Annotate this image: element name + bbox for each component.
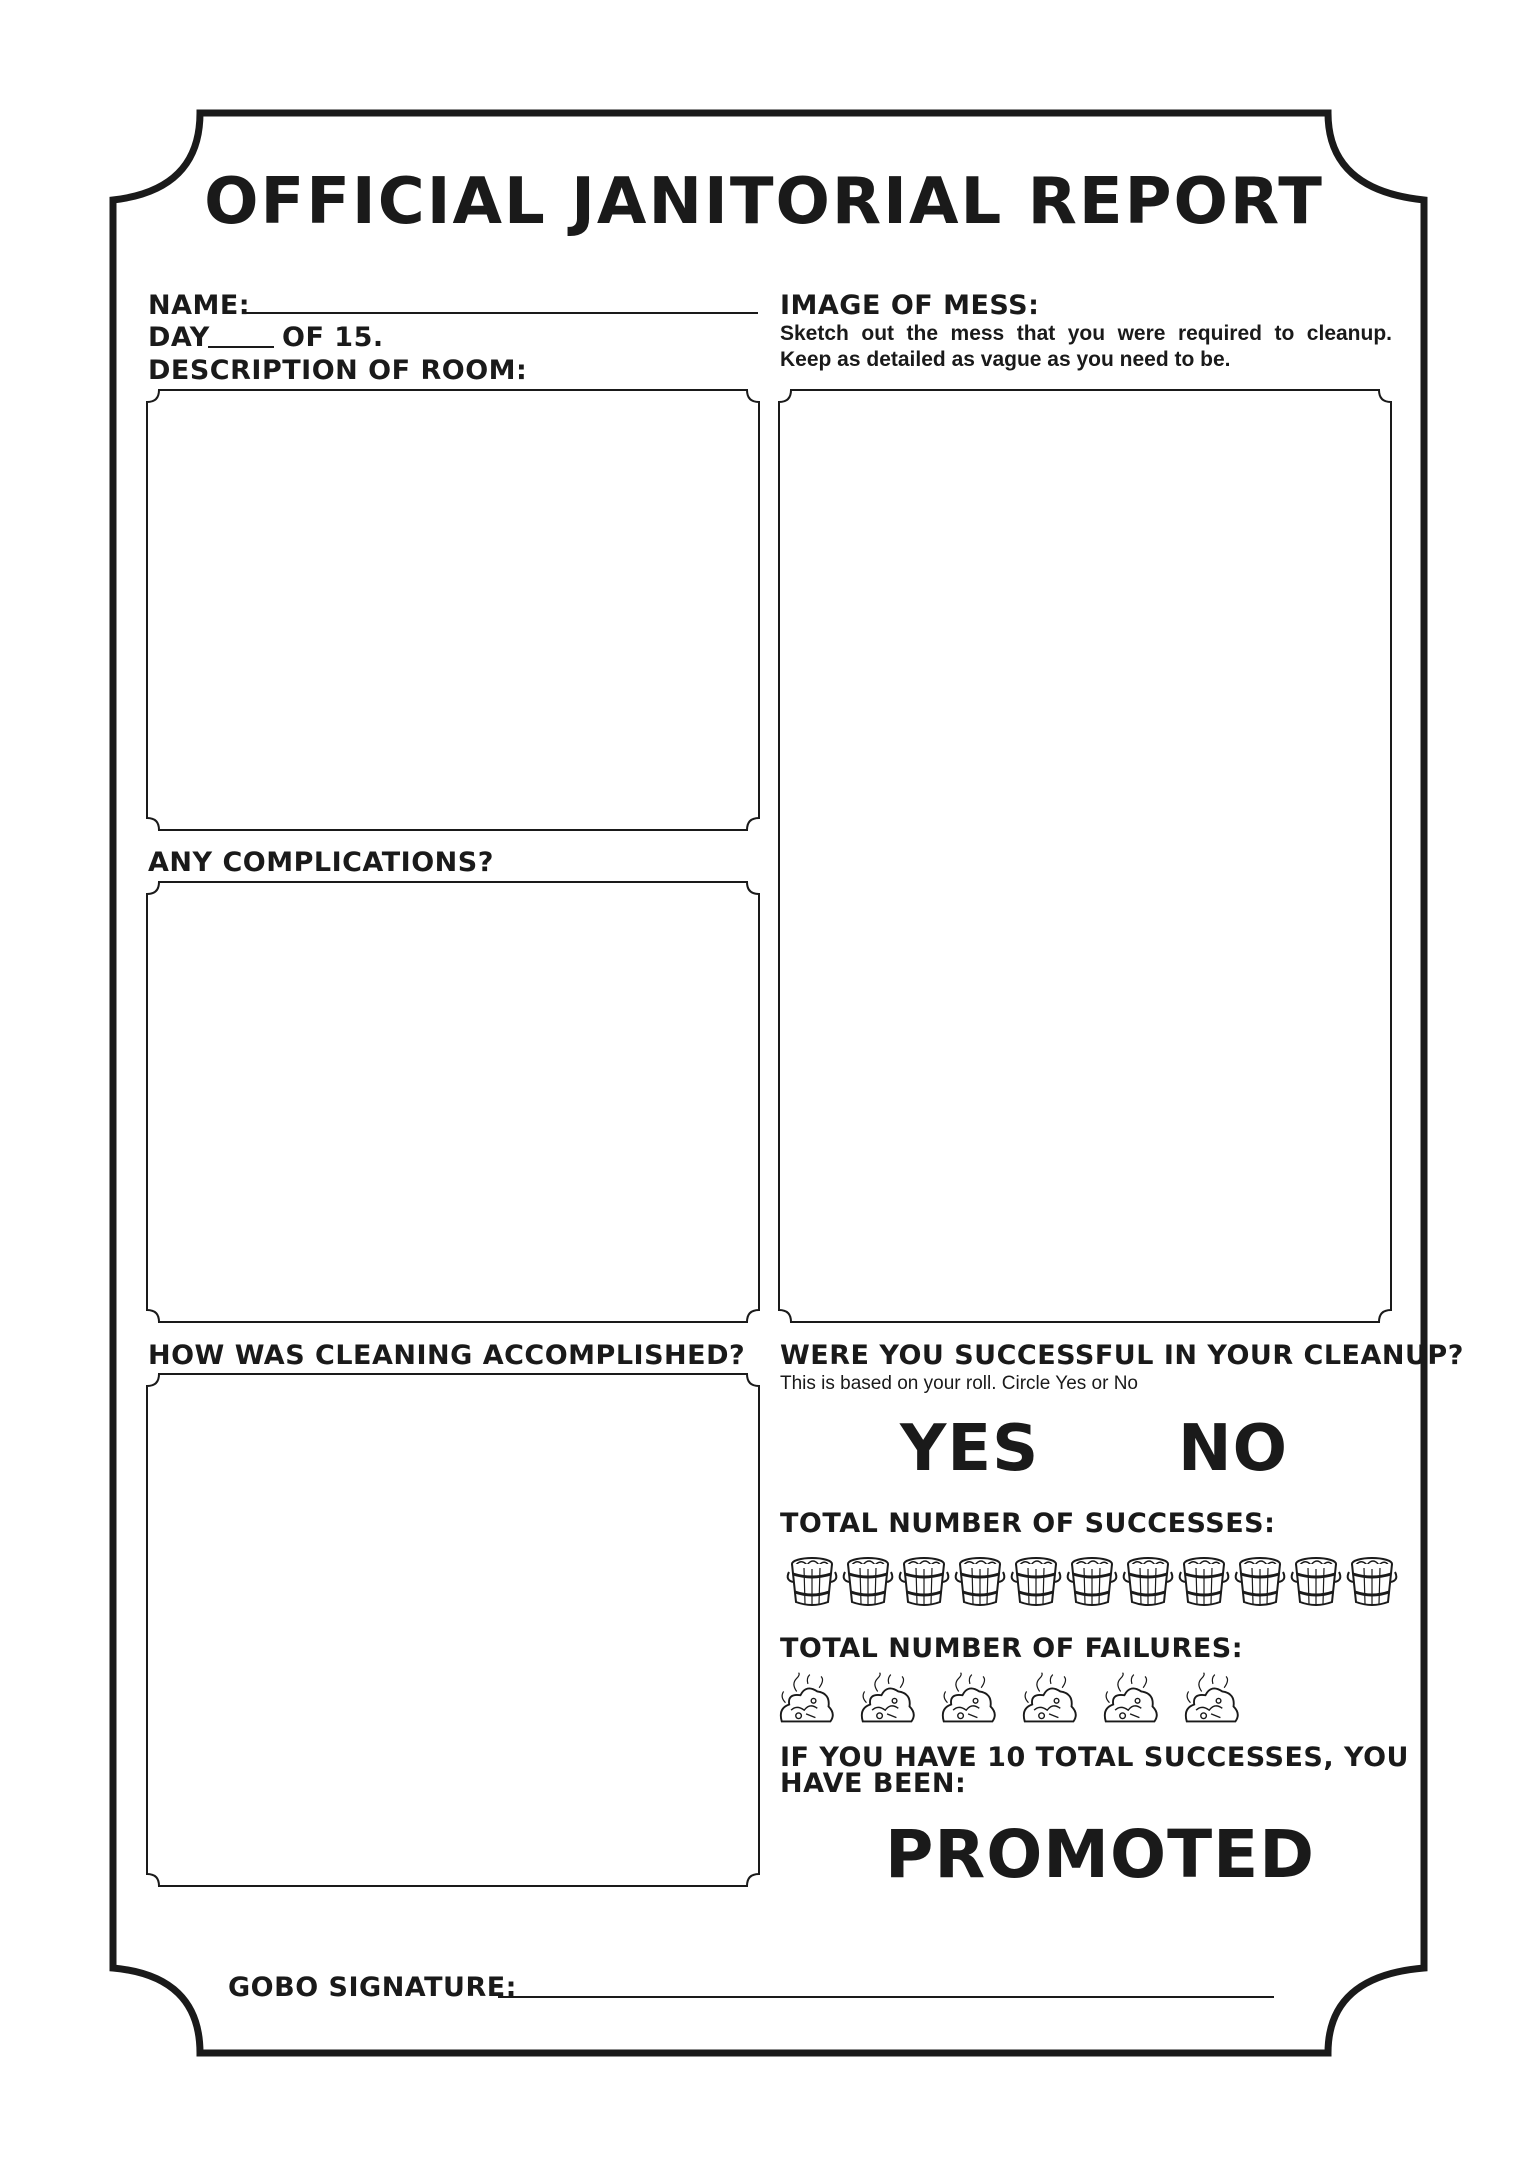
- bucket-icon[interactable]: [840, 1553, 896, 1611]
- garbage-pile-icon[interactable]: [940, 1670, 998, 1726]
- image-of-mess-label: IMAGE OF MESS:: [780, 290, 1040, 321]
- signature-field[interactable]: [498, 1996, 1274, 1998]
- bucket-icon[interactable]: [784, 1553, 840, 1611]
- promotion-rule-2: HAVE BEEN:: [780, 1768, 967, 1799]
- bucket-icon[interactable]: [1176, 1553, 1232, 1611]
- day-field[interactable]: [208, 346, 274, 348]
- signature-label: GOBO SIGNATURE:: [228, 1972, 517, 2003]
- description-box[interactable]: [145, 388, 761, 832]
- cleaning-label: HOW WAS CLEANING ACCOMPLISHED?: [148, 1340, 746, 1371]
- page-title: OFFICIAL JANITORIAL REPORT: [204, 165, 1324, 239]
- bucket-icon[interactable]: [1120, 1553, 1176, 1611]
- complications-label: ANY COMPLICATIONS?: [148, 847, 494, 878]
- bucket-icon[interactable]: [1232, 1553, 1288, 1611]
- cleaning-box[interactable]: [145, 1372, 761, 1888]
- garbage-pile-icon[interactable]: [1102, 1670, 1160, 1726]
- failures-tracker: [778, 1670, 1241, 1726]
- name-label: NAME:: [148, 290, 251, 321]
- bucket-icon[interactable]: [1344, 1553, 1400, 1611]
- bucket-icon[interactable]: [896, 1553, 952, 1611]
- bucket-icon[interactable]: [1288, 1553, 1344, 1611]
- success-question: WERE YOU SUCCESSFUL IN YOUR CLEANUP?: [780, 1340, 1464, 1371]
- yes-option[interactable]: YES: [900, 1412, 1040, 1486]
- promoted-stamp: PROMOTED: [885, 1816, 1315, 1893]
- garbage-pile-icon[interactable]: [1021, 1670, 1079, 1726]
- successes-label: TOTAL NUMBER OF SUCCESSES:: [780, 1508, 1276, 1539]
- bucket-icon[interactable]: [1008, 1553, 1064, 1611]
- description-label: DESCRIPTION OF ROOM:: [148, 355, 528, 386]
- bucket-icon[interactable]: [952, 1553, 1008, 1611]
- promotion-rule: IF YOU HAVE 10 TOTAL SUCCESSES, YOU: [780, 1742, 1409, 1773]
- bucket-icon[interactable]: [1064, 1553, 1120, 1611]
- image-of-mess-instructions: Sketch out the mess that you were required to cleanup.: [780, 322, 1392, 345]
- successes-tracker: [784, 1553, 1400, 1611]
- name-field[interactable]: [246, 312, 758, 314]
- garbage-pile-icon[interactable]: [859, 1670, 917, 1726]
- image-of-mess-instructions-2: Keep as detailed as vague as you need to be.: [780, 348, 1231, 371]
- garbage-pile-icon[interactable]: [1183, 1670, 1241, 1726]
- success-hint: This is based on your roll. Circle Yes or No: [780, 1373, 1138, 1394]
- garbage-pile-icon[interactable]: [778, 1670, 836, 1726]
- image-of-mess-box[interactable]: [777, 388, 1393, 1324]
- failures-label: TOTAL NUMBER OF FAILURES:: [780, 1633, 1244, 1664]
- complications-box[interactable]: [145, 880, 761, 1324]
- day-label: DAY: [148, 322, 210, 353]
- no-option[interactable]: NO: [1178, 1412, 1288, 1486]
- day-of-label: OF 15.: [282, 322, 384, 353]
